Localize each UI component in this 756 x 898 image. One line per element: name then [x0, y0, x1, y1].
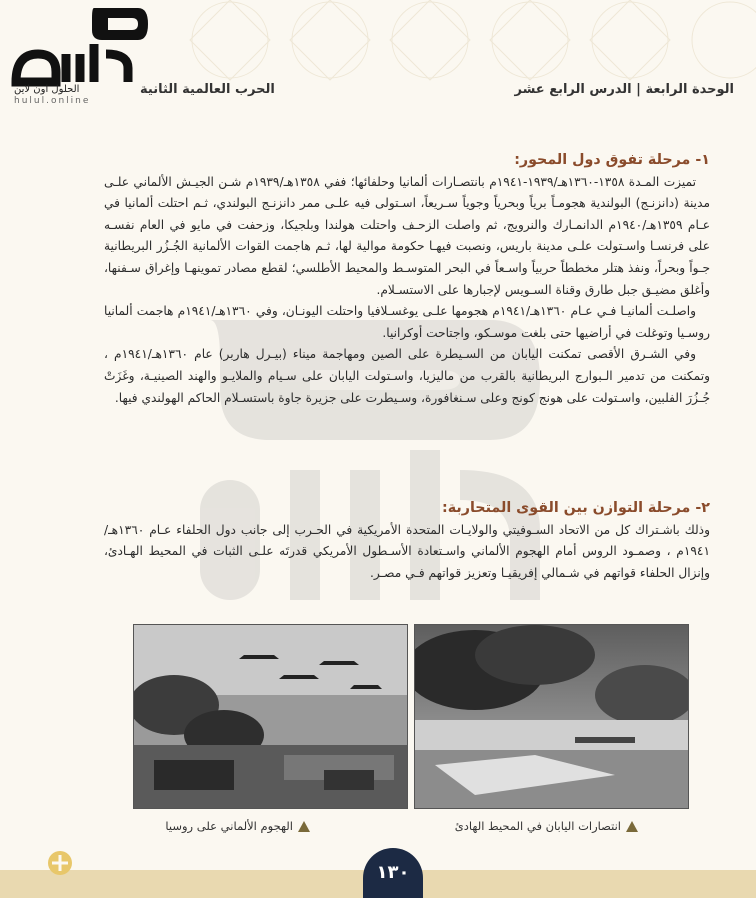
caption-text: الهجوم الألماني على روسيا [165, 819, 293, 833]
section-axis-superiority [104, 150, 710, 409]
paragraph: وفي الشـرق الأقصى تمكنت اليابان من السـيطرة على الصين ومهاجمة ميناء (بيـرل هاربر) عام ١٣٦٠هـ/١٩٤١م ، وتمكنت من تدمير الـبوارج البريطانية بالقرب من ماليزيا، واسـتولت اليابان على سـيام والملايـو والهند الصينيـة، وغَزَتْ جُـزُرَ الفلبين، واسـتولت على هونج كونج وعلى سـنغافورة، وسـيطرت على جزيرة جاوة باستسـلام الحاكم الهولندي فيها. [104, 347, 710, 405]
page-number: ١٣٠ [363, 848, 423, 898]
section-balance-of-power [104, 498, 710, 584]
photo-pearl-harbor [414, 624, 689, 809]
ornament-icon [42, 848, 78, 878]
photo-caption-left [165, 819, 310, 833]
triangle-bullet-icon [298, 821, 310, 832]
caption-text: انتصارات اليابان في المحيط الهادئ [454, 819, 621, 833]
paragraph: واصلـت ألمانيـا فـي عـام ١٣٦٠هـ/١٩٤١م هجومها علـى يوغسـلافيا واحتلت اليونـان، وفي ١٣٦٠هـ/١٩٤١م هاجمت ألمانيا روسـيا وتوغلت في أراضيها حتى بلغت موسـكو، واجتاحت أوكرانيا. [104, 304, 710, 340]
chapter-title: الحرب العالمية الثانية [140, 82, 275, 97]
photo-caption-right [455, 819, 638, 833]
photo-german-attack [133, 624, 408, 809]
lesson-header: الوحدة الرابعة | الدرس الرابع عشر [514, 82, 734, 97]
triangle-bullet-icon [626, 821, 638, 832]
section-title: ٢- مرحلة التوازن بين القوى المتحاربة: [442, 500, 710, 516]
paragraph: وذلك باشـتراك كل من الاتحاد السـوفيتي والولايـات المتحدة الأمريكية في الحـرب إلى جانب دول الحلفاء عـام ١٣٦٠هـ/١٩٤١م ، وصمـود الروس أمام الهجوم الألماني واسـتعادة الأسـطول الأمريكي قدرتَه علـى الثبات في المحيط الهـادئ، وإنزال الحلفاء قواتهم في شـمالي إفريقيـا وتعزيز قواتهم فـي مصـر. [104, 522, 710, 580]
logo-text-arabic: الحلول اون لاين [14, 84, 80, 95]
paragraph: تميزت المـدة ١٣٥٨-١٣٦٠هـ/١٩٣٩-١٩٤١م بانتصـارات ألمانيا وحلفائها؛ ففي ١٣٥٨هـ/١٩٣٩م شـن الجيـش الألماني علـى مدينة (دانزنـج) البولندية هجومـاً برياً وبحرياً وجوياً سـريعاً، اسـتولى فيه علـى ممر دانزنـج البولندي، ثـم احتلت ألمانيا في عـام ١٣٥٩هـ/١٩٤٠م الدانمـارك والنرويج، ثم واصلت الزحـف واحتلت هولندا وبلجيكا، وزحفت في مايو في العام نفسـه على فرنسـا واسـتولت علـى مدينة باريس، ونصبت فيهـا حكومة موالية لها، ثـم هاجمت القوات الألمانية الجُـزُر البريطانية جـواً وبحراً، ونفذ هتلر مخططاً حربياً واسـعاً في البحر المتوسـط والمحيط الأطلسي؛ لقطع مصادر تموينهـا وإغراق سـفنها، وأغلق مضيـق جبل طارق وقناة السـويس لإجبارها على الاستسـلام. [104, 174, 710, 297]
logo-text-url: hulul.online [14, 96, 91, 106]
section-title: ١- مرحلة تفوق دول المحور: [514, 152, 710, 168]
